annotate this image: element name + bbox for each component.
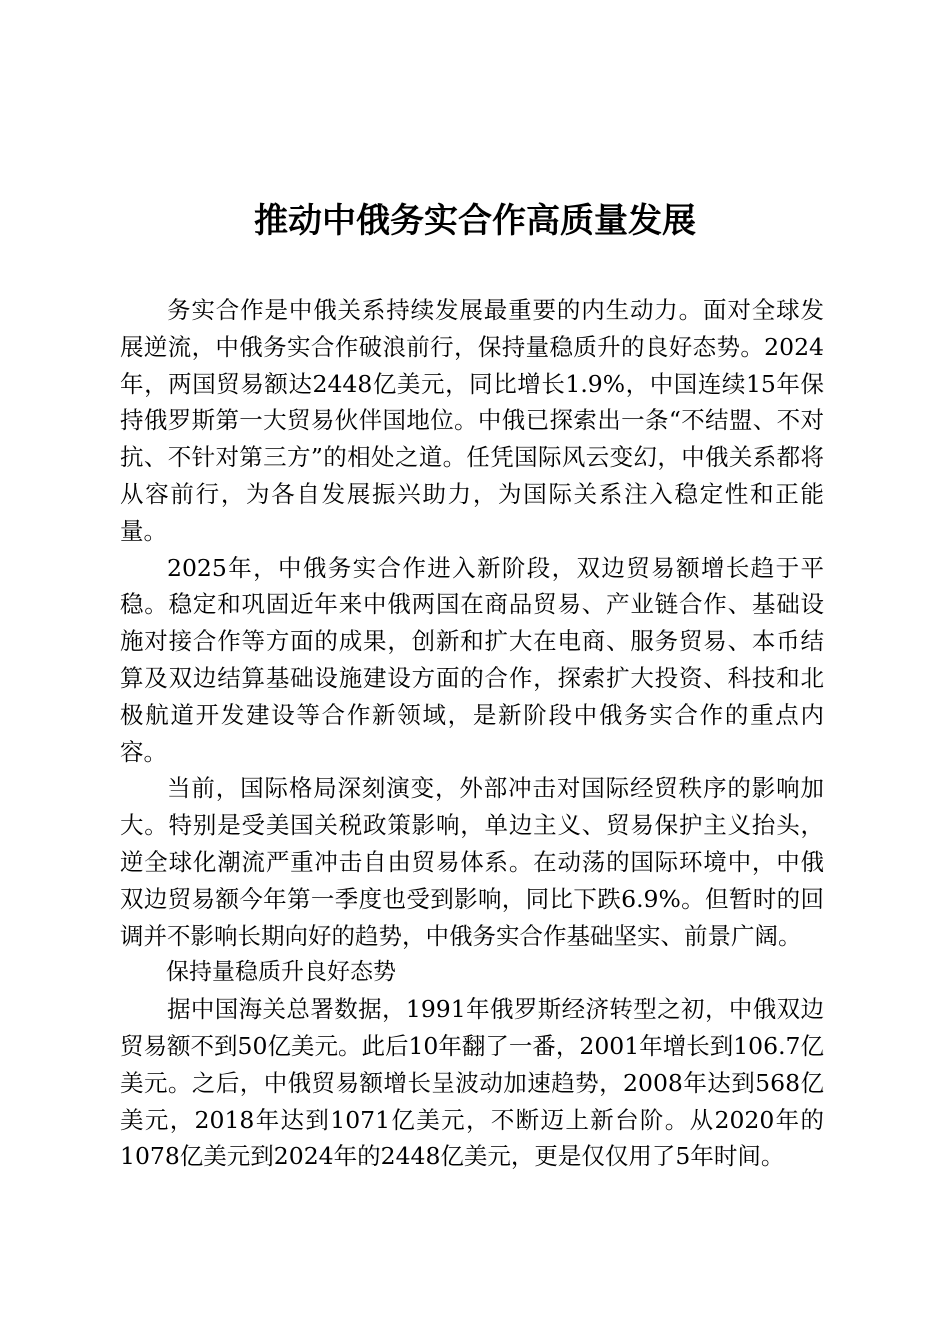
document-title: 推动中俄务实合作高质量发展 — [254, 201, 696, 241]
section-subheading: 保持量稳质升良好态势 — [166, 959, 396, 986]
paragraph-4: 据中国海关总署数据，1991年俄罗斯经济转型之初，中俄双边贸易额不到50亿美元。此后10年翻了一番，2001年增长到106.7亿美元。之后，中俄贸易额增长呈波动加速趋势，2008年达到568亿美元，2018年达到1071亿美元，不断迈上新台阶。从2020年的1078亿美元到2024年的2448亿美元，更是仅仅用了5年时间。 — [120, 995, 824, 1171]
paragraph-3: 当前，国际格局深刻演变，外部冲击对国际经贸秩序的影响加大。特别是受美国关税政策影响，单边主义、贸易保护主义抬头，逆全球化潮流严重冲击自由贸易体系。在动荡的国际环境中，中俄双边贸易额今年第一季度也受到影响，同比下跌6.9%。但暂时的回调并不影响长期向好的趋势，中俄务实合作基础坚实、前景广阔。 — [120, 774, 824, 950]
paragraph-1: 务实合作是中俄关系持续发展最重要的内生动力。面对全球发展逆流，中俄务实合作破浪前行，保持量稳质升的良好态势。2024年，两国贸易额达2448亿美元，同比增长1.9%，中国连续15年保持俄罗斯第一大贸易伙伴国地位。中俄已探索出一条“不结盟、不对抗、不针对第三方”的相处之道。任凭国际风云变幻，中俄关系都将从容前行，为各自发展振兴助力，为国际关系注入稳定性和正能量。 — [120, 296, 824, 545]
paragraph-2: 2025年，中俄务实合作进入新阶段，双边贸易额增长趋于平稳。稳定和巩固近年来中俄两国在商品贸易、产业链合作、基础设施对接合作等方面的成果，创新和扩大在电商、服务贸易、本币结算及双边结算基础设施建设方面的合作，探索扩大投资、科技和北极航道开发建设等合作新领域，是新阶段中俄务实合作的重点内容。 — [120, 553, 824, 766]
document-body — [120, 292, 824, 1175]
